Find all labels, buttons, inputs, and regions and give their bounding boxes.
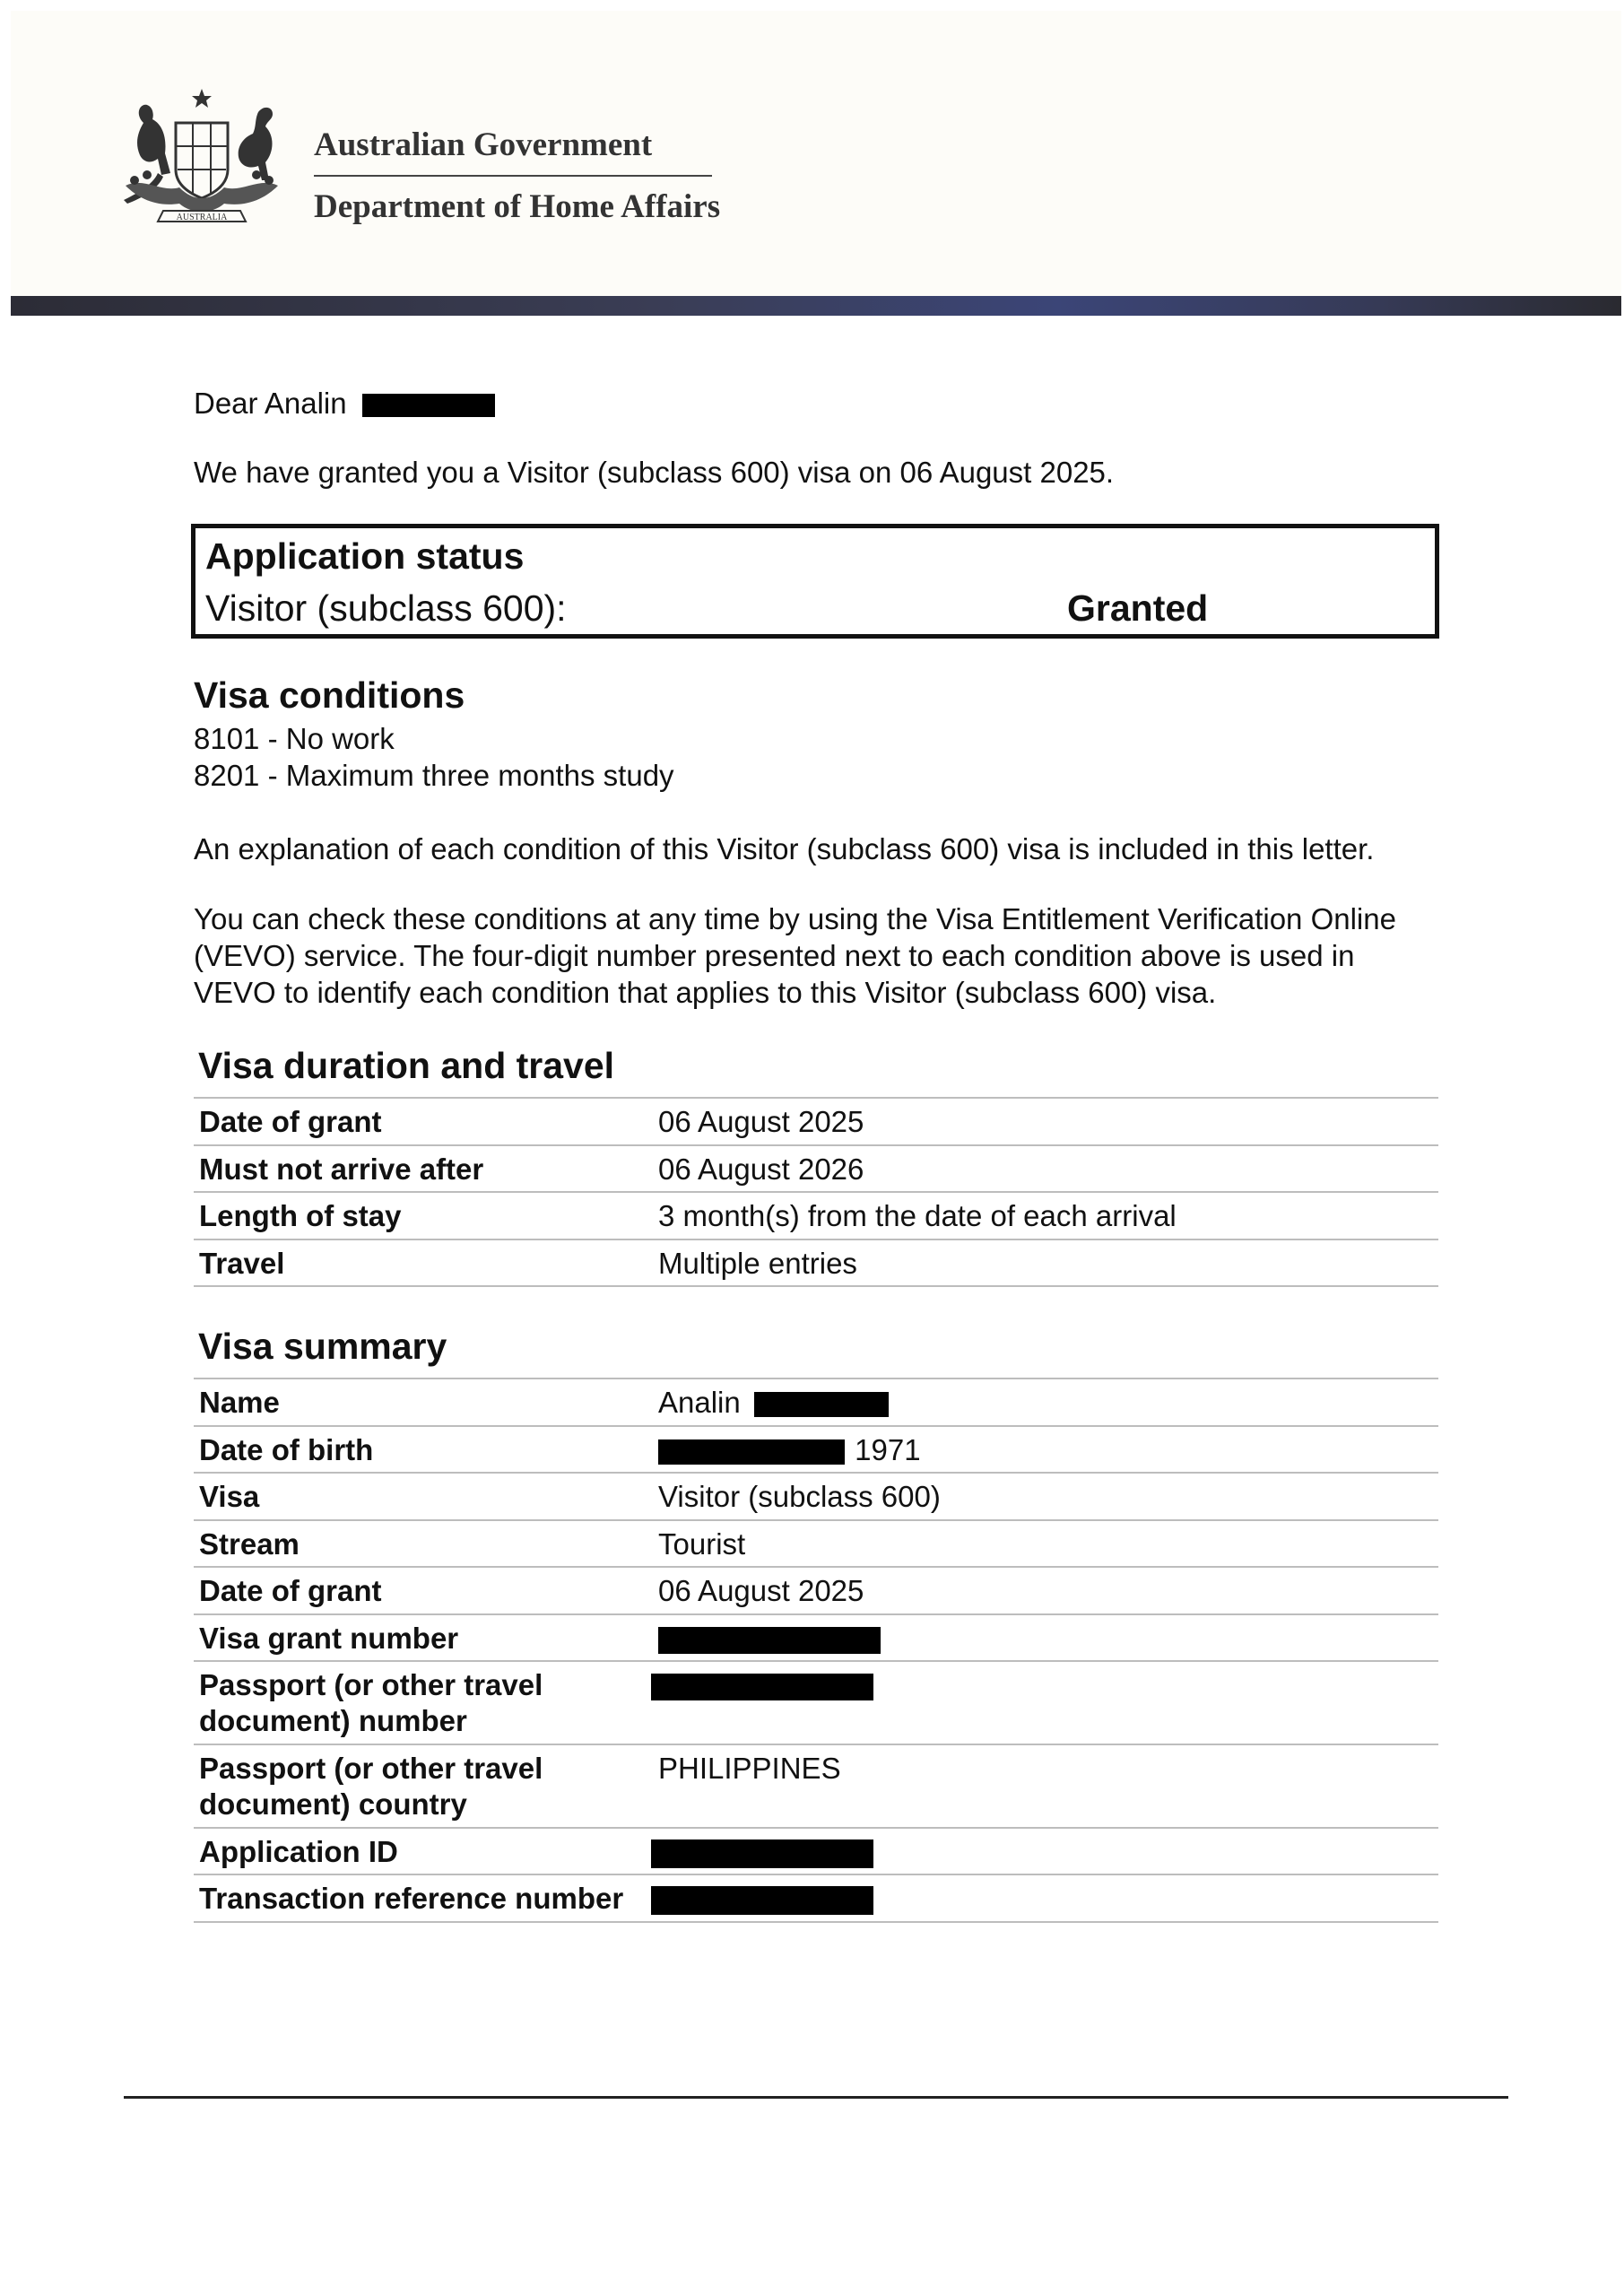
- status-title: Application status: [205, 535, 525, 577]
- row-label: Date of grant: [199, 1105, 382, 1138]
- row-value: 3 month(s) from the date of each arrival: [658, 1199, 1177, 1232]
- redaction-bar: [651, 1839, 873, 1868]
- coat-of-arms-icon: [108, 87, 296, 230]
- crest-scroll-text: AUSTRALIA: [176, 213, 228, 222]
- row-label: Transaction reference number: [199, 1882, 624, 1915]
- conditions-title: Visa conditions: [194, 674, 465, 716]
- row-value: 06 August 2025: [658, 1574, 864, 1607]
- summary-title: Visa summary: [198, 1326, 447, 1367]
- status-value: Granted: [1067, 587, 1209, 629]
- row-value: 06 August 2026: [658, 1152, 864, 1186]
- table-row: [194, 1875, 1438, 1923]
- vevo-line: You can check these conditions at any time by using the Visa Entitlement Verification Online: [194, 902, 1396, 935]
- table-row: [194, 1615, 1438, 1662]
- table-row: [194, 1474, 1438, 1521]
- letterhead: [11, 11, 1621, 296]
- row-label: Must not arrive after: [199, 1152, 484, 1186]
- vevo-paragraph: [194, 900, 1449, 1011]
- vevo-line: VEVO to identify each condition that applies to this Visitor (subclass 600) visa.: [194, 976, 1217, 1009]
- duration-table: [194, 1097, 1438, 1287]
- row-value: [658, 1385, 889, 1421]
- greeting: Dear Analin: [194, 387, 347, 420]
- table-row: [194, 1662, 1438, 1745]
- row-value: [658, 1432, 921, 1468]
- status-label: Visitor (subclass 600):: [205, 587, 567, 629]
- row-label: Travel: [199, 1247, 285, 1280]
- row-label: Length of stay: [199, 1199, 402, 1232]
- duration-title: Visa duration and travel: [198, 1045, 615, 1086]
- row-label: Stream: [199, 1527, 300, 1561]
- table-row: [194, 1745, 1438, 1829]
- row-value: Multiple entries: [658, 1247, 857, 1280]
- row-label: Name: [199, 1386, 280, 1419]
- condition-item: 8101 - No work: [194, 722, 395, 755]
- department-name: Department of Home Affairs: [314, 188, 721, 225]
- conditions-explanation: An explanation of each condition of this Visitor (subclass 600) visa is included in this letter.: [194, 832, 1375, 865]
- table-row: [194, 1379, 1438, 1427]
- name-value: Analin: [658, 1386, 741, 1419]
- header-band: [11, 296, 1621, 316]
- redaction-bar: [658, 1627, 881, 1654]
- row-value: Visitor (subclass 600): [658, 1480, 941, 1513]
- table-row: [194, 1193, 1438, 1240]
- footer-divider: [124, 2096, 1508, 2099]
- row-label: Date of grant: [199, 1574, 382, 1607]
- header-divider: [314, 175, 712, 177]
- row-value: [658, 1621, 881, 1657]
- table-row: [194, 1099, 1438, 1146]
- table-row: [194, 1521, 1438, 1568]
- summary-table: [194, 1378, 1438, 1923]
- redaction-bar: [754, 1392, 889, 1417]
- row-label: Visa: [199, 1480, 260, 1513]
- application-status-box: [191, 524, 1439, 639]
- grant-statement: We have granted you a Visitor (subclass 600) visa on 06 August 2025.: [194, 456, 1115, 489]
- row-label: Visa grant number: [199, 1622, 459, 1655]
- row-value: PHILIPPINES: [658, 1752, 841, 1785]
- redaction-bar: [651, 1674, 873, 1700]
- dob-year: 1971: [855, 1433, 921, 1466]
- redaction-bar: [651, 1886, 873, 1915]
- row-label: Passport (or other travel document) country: [199, 1752, 543, 1821]
- redaction-bar: [658, 1439, 845, 1465]
- table-row: [194, 1427, 1438, 1474]
- row-value: 06 August 2025: [658, 1105, 864, 1138]
- row-value: Tourist: [658, 1527, 746, 1561]
- table-row: [194, 1240, 1438, 1287]
- row-label: Application ID: [199, 1835, 398, 1868]
- table-row: [194, 1829, 1438, 1875]
- condition-item: 8201 - Maximum three months study: [194, 759, 674, 792]
- row-value: [651, 1881, 873, 1917]
- government-name: Australian Government: [314, 126, 653, 163]
- redaction-bar: [362, 394, 495, 417]
- row-value: [651, 1667, 873, 1703]
- vevo-line: (VEVO) service. The four-digit number presented next to each condition above is used in: [194, 939, 1355, 972]
- row-value: [651, 1834, 873, 1870]
- table-row: [194, 1568, 1438, 1615]
- table-row: [194, 1146, 1438, 1193]
- row-label: Date of birth: [199, 1433, 374, 1466]
- row-label: Passport (or other travel document) number: [199, 1668, 543, 1737]
- greeting-line: [194, 386, 1440, 422]
